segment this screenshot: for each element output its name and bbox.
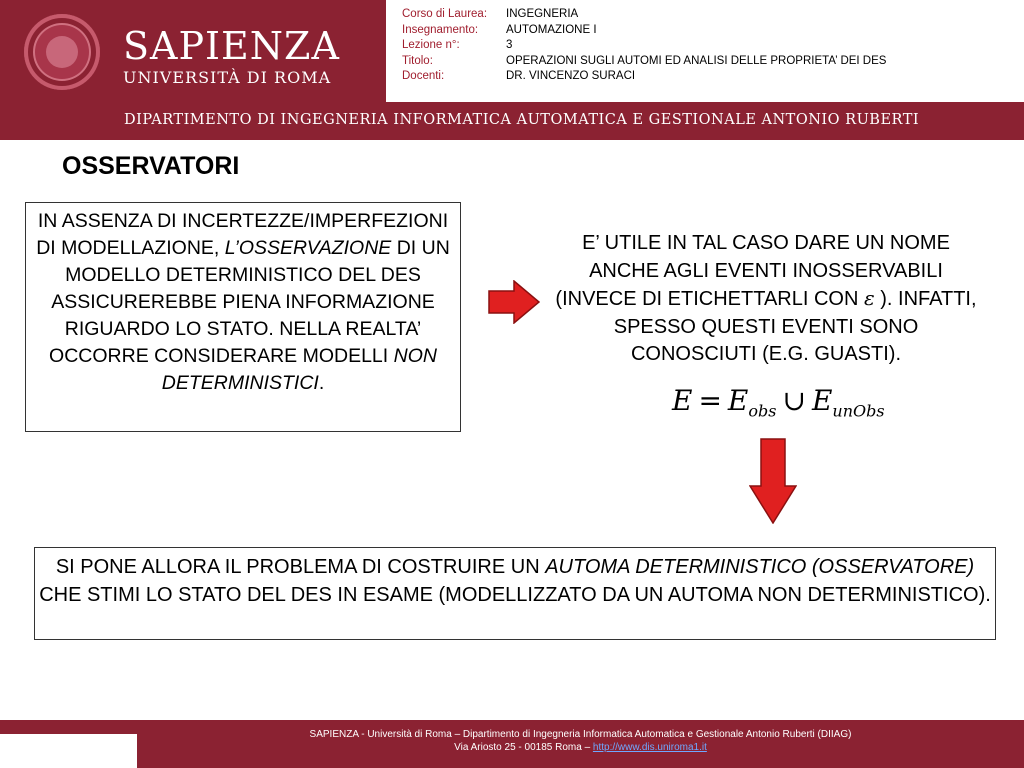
university-logo <box>0 0 386 102</box>
course-row <box>402 38 886 54</box>
left-box-text: DI UN MODELLO DETERMINISTICO DEL DES ASSICUREREBBE PIENA INFORMAZIONE RIGUARDO LO STATO. NELLA REALTA’ OCCORRE CONSIDERARE MODELLI <box>49 237 450 367</box>
department-bar <box>0 102 1024 140</box>
bottom-box-italic: AUTOMA DETERMINISTICO (OSSERVATORE) <box>545 556 975 578</box>
formula-subscript: unObs <box>832 401 885 421</box>
course-row <box>402 7 886 23</box>
course-value: AUTOMAZIONE I <box>506 23 597 36</box>
course-value: 3 <box>506 39 513 51</box>
footer-address <box>137 742 1024 753</box>
formula-subscript: obs <box>748 401 777 421</box>
right-text <box>552 230 980 369</box>
down-arrow-icon <box>749 438 797 524</box>
formula-lhs: E <box>672 384 693 417</box>
course-label: Corso di Laurea: <box>402 8 488 20</box>
right-text-part: E’ UTILE IN TAL CASO DARE UN NOME ANCHE AGLI EVENTI INOSSERVABILI (INVECE DI ETICHETTARLI CON <box>555 232 950 310</box>
right-arrow-icon <box>488 280 540 324</box>
left-box-text: . <box>318 372 325 394</box>
course-value: INGEGNERIA <box>506 8 579 20</box>
bottom-box-text: CHE STIMI LO STATO DEL DES IN ESAME (MODELLIZZATO DA UN AUTOMA NON DETERMINISTICO). <box>39 584 991 606</box>
university-seal-icon <box>24 14 100 90</box>
slide-title: OSSERVATORI <box>62 152 240 180</box>
logo-word: SAPIENZA <box>123 24 340 68</box>
bottom-box-text: SI PONE ALLORA IL PROBLEMA DI COSTRUIRE UN <box>55 556 546 578</box>
course-info <box>402 7 886 85</box>
footer-line: SAPIENZA - Università di Roma – Dipartimento di Ingegneria Informatica Automatica e Gestionale Antonio Ruberti (DIIAG) <box>309 729 852 740</box>
footer <box>137 720 1024 768</box>
left-text-box <box>25 202 461 432</box>
right-text-part: ). INFATTI, SPESSO QUESTI EVENTI SONO CONOSCIUTI (E.G. GUASTI). <box>613 288 977 365</box>
department-name: DIPARTIMENTO DI INGEGNERIA INFORMATICA AUTOMATICA E GESTIONALE ANTONIO RUBERTI <box>124 112 920 128</box>
footer-line: Via Ariosto 25 - 00185 Roma – <box>454 742 593 753</box>
formula-union: ∪ <box>782 384 806 417</box>
logo-subtitle: UNIVERSITÀ DI ROMA <box>123 68 332 87</box>
left-box-italic: NON DETERMINISTICI <box>161 345 437 394</box>
formula-term: E <box>727 384 749 417</box>
formula-term: E <box>811 384 833 417</box>
course-value: OPERAZIONI SUGLI AUTOMI ED ANALISI DELLE PROPRIETA’ DEI DES <box>506 54 887 67</box>
course-row <box>402 69 886 85</box>
epsilon-symbol: ε <box>863 286 875 310</box>
footer-link[interactable]: http://www.dis.uniroma1.it <box>592 742 707 753</box>
course-label: Docenti: <box>402 70 445 82</box>
left-box-text: IN ASSENZA DI INCERTEZZE/IMPERFEZIONI DI MODELLAZIONE, <box>36 210 449 259</box>
course-value: DR. VINCENZO SURACI <box>506 70 636 82</box>
course-label: Lezione n°: <box>402 39 460 51</box>
left-box-italic: L’OSSERVAZIONE <box>224 237 392 259</box>
course-row <box>402 54 886 70</box>
course-label: Titolo: <box>402 54 433 67</box>
course-label: Insegnamento: <box>402 23 479 36</box>
formula <box>672 384 885 421</box>
course-row <box>402 23 886 39</box>
bottom-text-box <box>34 547 996 640</box>
footer-accent <box>0 720 137 734</box>
formula-equals: = <box>698 384 722 417</box>
